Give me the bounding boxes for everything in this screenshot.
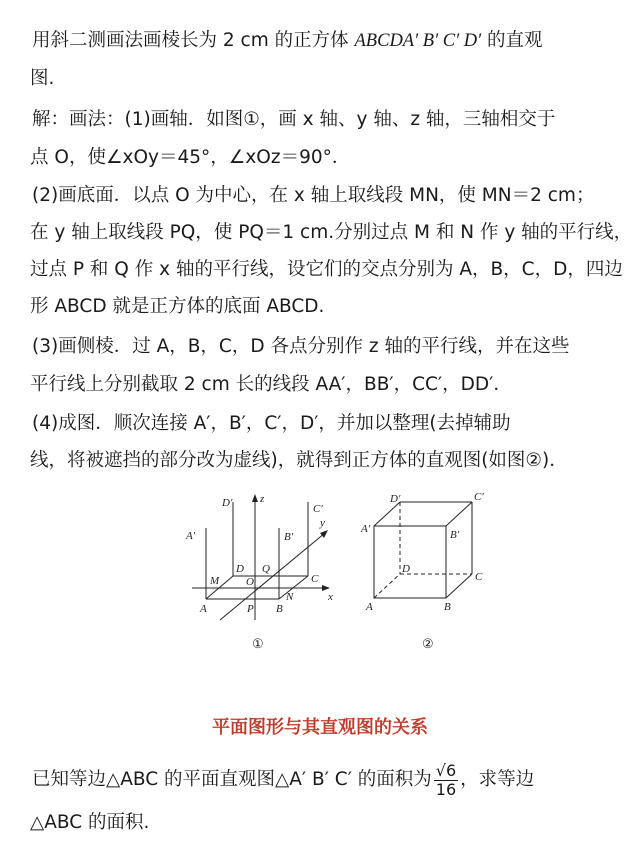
figure-1-axes-construction — [180, 488, 350, 658]
problem-1-line-1: 用斜二测画法画棱长为 2 cm 的正方体 ABCDA′ B′ C′ D′ 的直观 — [32, 30, 543, 51]
fig1-label-N: N — [286, 591, 294, 603]
fig1-label-Q: Q — [262, 563, 270, 575]
figure-2-cube — [360, 488, 500, 658]
section-title: 平面图形与其直观图的关系 — [212, 717, 428, 738]
fig1-label-y: y — [320, 517, 325, 529]
problem-2-line-2: △ABC 的面积. — [30, 812, 150, 833]
problem-1-line-2: 图. — [30, 68, 55, 89]
solution-line-9: (4)成图．顺次连接 A′，B′，C′，D′，并加以整理(去掉辅助 — [32, 413, 511, 434]
area-fraction: $\frac{√6}{16}$ — [435, 760, 457, 799]
fig1-label-B: B — [276, 603, 283, 615]
solution-line-2: 点 O，使∠xOy＝45°，∠xOz＝90°． — [30, 147, 351, 168]
fig1-caption: ① — [252, 636, 264, 651]
fig1-label-D: D — [236, 563, 244, 575]
fig1-label-Dp: D′ — [222, 497, 233, 509]
fig2-label-Ap: A′ — [361, 523, 371, 535]
solution-line-1: 解：画法：(1)画轴．如图①，画 x 轴、y 轴、z 轴，三轴相交于 — [32, 109, 556, 130]
fig2-label-D: D — [402, 563, 410, 575]
solution-line-6: 形 ABCD 就是正方体的底面 ABCD. — [30, 296, 325, 317]
fig2-label-B: B — [444, 601, 451, 613]
fig1-label-A: A — [200, 603, 207, 615]
fig2-label-Dp: D′ — [390, 493, 401, 505]
fig1-label-M: M — [210, 575, 220, 587]
fig1-label-P: P — [247, 603, 254, 615]
fig1-label-Ap: A′ — [186, 530, 196, 542]
fig1-label-Bp: B′ — [284, 531, 294, 543]
fig1-label-Cp: C′ — [313, 503, 323, 515]
solution-line-7: (3)画侧棱．过 A，B，C，D 各点分别作 z 轴的平行线，并在这些 — [32, 336, 570, 357]
solution-line-10: 线，将被遮挡的部分改为虚线)，就得到正方体的直观图(如图②)． — [30, 450, 568, 471]
fig1-label-C: C — [311, 573, 319, 585]
fig2-label-Cp: C′ — [474, 491, 484, 503]
fig2-caption: ② — [422, 636, 434, 651]
solution-line-3: (2)画底面．以点 O 为中心，在 x 轴上取线段 MN，使 MN＝2 cm； — [32, 185, 595, 206]
solution-line-8: 平行线上分别截取 2 cm 长的线段 AA′，BB′，CC′，DD′． — [30, 374, 512, 395]
solution-line-4: 在 y 轴上取线段 PQ，使 PQ＝1 cm.分别过点 M 和 N 作 y 轴的平行线， — [30, 222, 633, 243]
fig1-label-z: z — [260, 493, 265, 505]
fig2-label-Bp: B′ — [450, 529, 460, 541]
solution-line-5: 过点 P 和 Q 作 x 轴的平行线，设它们的交点分别为 A，B，C，D，四边 — [30, 259, 623, 280]
fig2-label-A: A — [366, 601, 373, 613]
fig2-label-C: C — [475, 571, 483, 583]
fig1-label-O: O — [246, 576, 254, 588]
problem-2-line-1: 已知等边△ABC 的平面直观图△A′ B′ C′ 的面积为 $\frac{√6}{16}$ ，求等边 — [32, 760, 535, 799]
fig1-label-x: x — [328, 591, 333, 603]
